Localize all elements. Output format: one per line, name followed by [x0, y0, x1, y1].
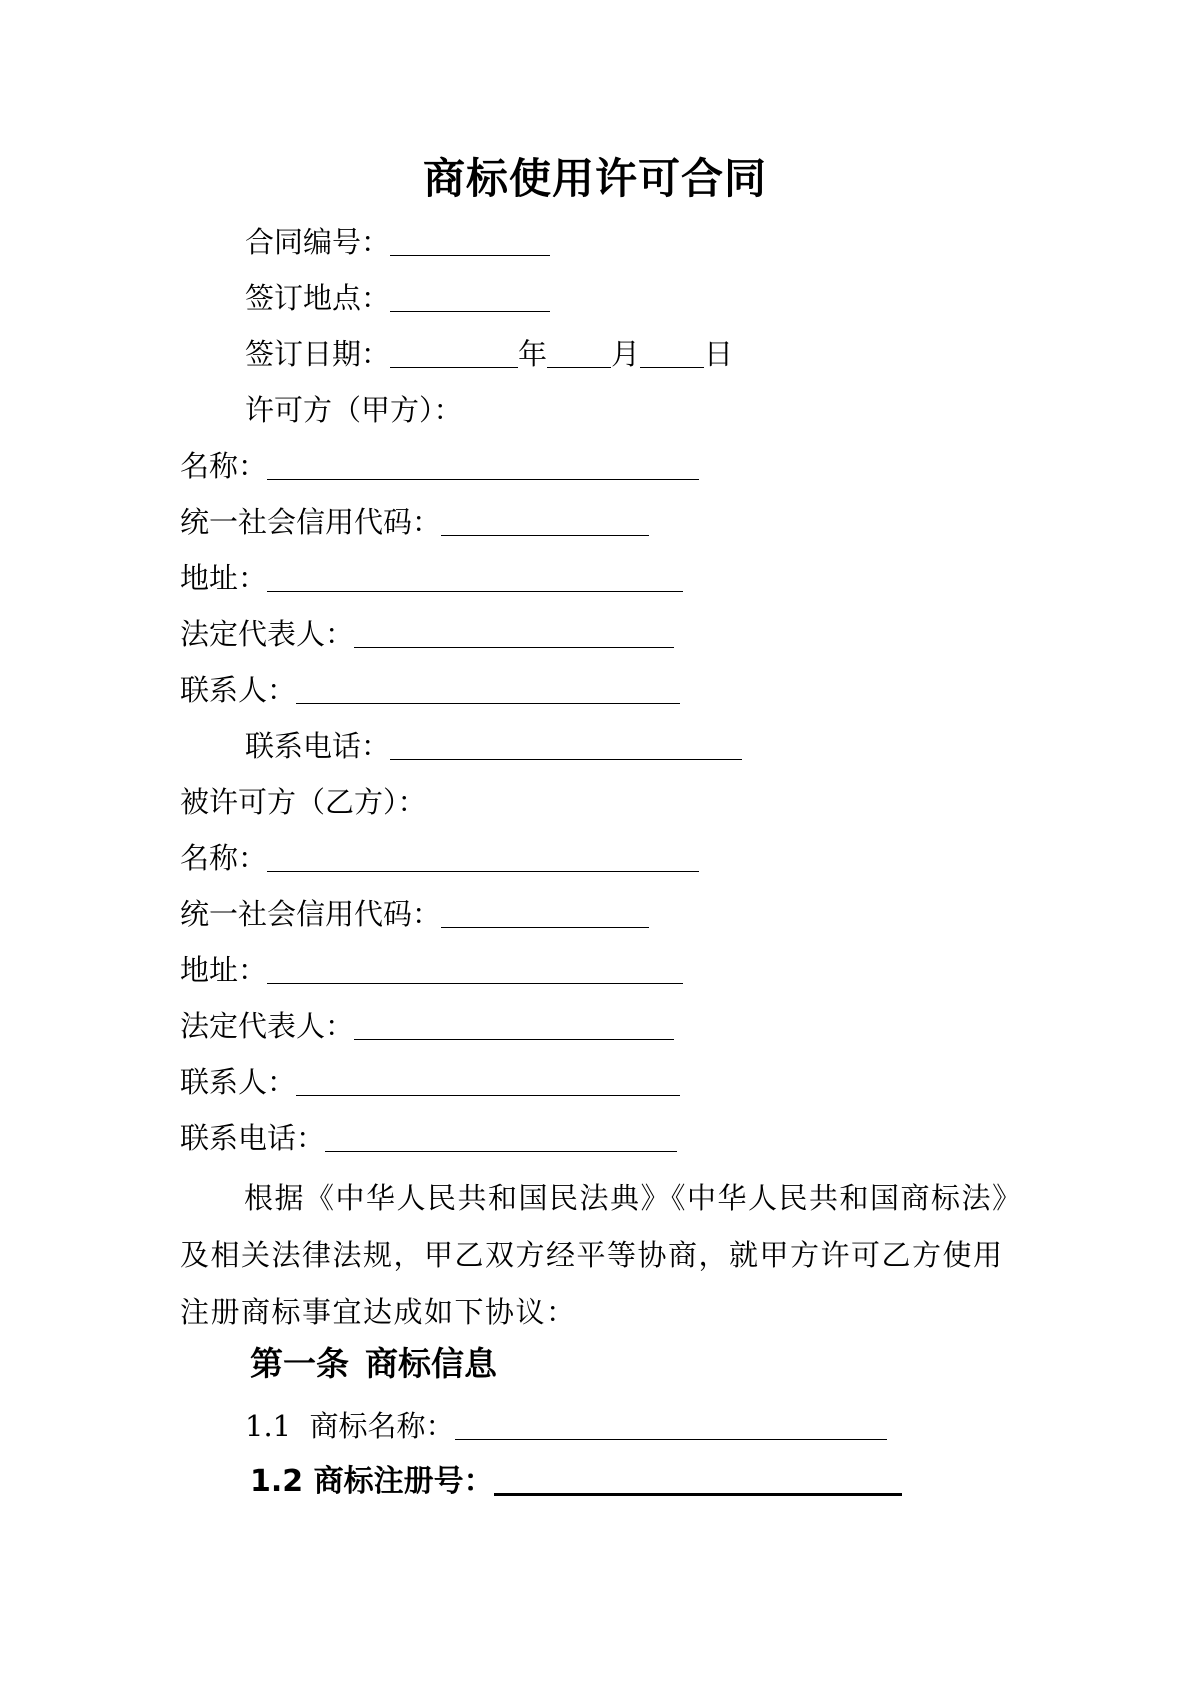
party-b-contact-blank[interactable]	[296, 1065, 680, 1096]
party-b-contact-label: 联系人：	[180, 1065, 297, 1099]
article-1-title: 商标信息	[365, 1344, 497, 1383]
party-b-address-row	[180, 950, 683, 990]
party-a-contact-blank[interactable]	[296, 673, 680, 704]
article-1-number: 第一条	[250, 1344, 349, 1383]
sign-place-blank[interactable]	[390, 281, 550, 312]
party-b-contact-row	[180, 1062, 680, 1102]
party-b-name-row	[180, 838, 699, 878]
party-a-legal-rep-row	[180, 614, 674, 654]
party-b-name-blank[interactable]	[267, 841, 699, 872]
contract-number-row	[245, 222, 550, 262]
item-1-1-row	[245, 1406, 887, 1446]
sign-place-label: 签订地点：	[245, 281, 391, 315]
trademark-name-blank[interactable]	[455, 1409, 887, 1440]
party-b-phone-label: 联系电话：	[180, 1121, 326, 1155]
sign-year-blank[interactable]	[390, 337, 518, 368]
party-a-heading-text: 许可方（甲方）：	[245, 393, 463, 427]
preamble-paragraph: 根据《中华人民共和国民法典》《中华人民共和国商标法》及相关法律法规，甲乙双方经平等协商，就甲方许可乙方使用注册商标事宜达成如下协议：	[180, 1181, 1009, 1329]
party-a-heading	[245, 390, 463, 430]
party-b-legal-rep-blank[interactable]	[354, 1009, 674, 1040]
party-b-name-label: 名称：	[180, 841, 268, 875]
sign-day-blank[interactable]	[640, 337, 704, 368]
party-a-credit-code-label: 统一社会信用代码：	[180, 505, 442, 539]
party-a-phone-blank[interactable]	[390, 729, 742, 760]
party-b-heading	[180, 782, 427, 822]
party-a-credit-code-blank[interactable]	[441, 505, 649, 536]
party-b-legal-rep-row	[180, 1006, 674, 1046]
party-b-address-label: 地址：	[180, 953, 268, 987]
party-b-phone-blank[interactable]	[325, 1121, 677, 1152]
item-1-1-label: 1.1 商标名称：	[245, 1409, 455, 1443]
sign-date-row	[245, 334, 733, 374]
day-label: 日	[704, 337, 734, 371]
article-1-heading	[250, 1342, 497, 1386]
party-a-name-label: 名称：	[180, 449, 268, 483]
year-label: 年	[518, 337, 548, 371]
party-a-address-row	[180, 558, 683, 598]
contract-number-blank[interactable]	[390, 225, 550, 256]
party-a-name-row	[180, 446, 699, 486]
party-a-phone-row	[245, 726, 742, 766]
sign-month-blank[interactable]	[547, 337, 611, 368]
item-1-2-label: 1.2 商标注册号：	[250, 1464, 494, 1499]
party-b-credit-code-blank[interactable]	[441, 897, 649, 928]
document-title: 商标使用许可合同	[422, 154, 767, 203]
party-a-phone-label: 联系电话：	[245, 729, 391, 763]
party-b-credit-code-row	[180, 894, 649, 934]
party-b-legal-rep-label: 法定代表人：	[180, 1009, 355, 1043]
trademark-registration-number-blank[interactable]	[494, 1463, 902, 1496]
party-a-address-label: 地址：	[180, 561, 268, 595]
party-a-name-blank[interactable]	[267, 449, 699, 480]
party-b-heading-text: 被许可方（乙方）：	[180, 785, 427, 819]
party-b-phone-row	[180, 1118, 677, 1158]
sign-date-label: 签订日期：	[245, 337, 391, 371]
party-b-credit-code-label: 统一社会信用代码：	[180, 897, 442, 931]
month-label: 月	[611, 337, 641, 371]
party-b-address-blank[interactable]	[267, 953, 683, 984]
sign-place-row	[245, 278, 550, 318]
party-a-contact-row	[180, 670, 680, 710]
item-1-2-row	[250, 1462, 902, 1502]
party-a-contact-label: 联系人：	[180, 673, 297, 707]
party-a-legal-rep-blank[interactable]	[354, 617, 674, 648]
party-a-credit-code-row	[180, 502, 649, 542]
party-a-legal-rep-label: 法定代表人：	[180, 617, 355, 651]
contract-number-label: 合同编号：	[245, 225, 391, 259]
party-a-address-blank[interactable]	[267, 561, 683, 592]
